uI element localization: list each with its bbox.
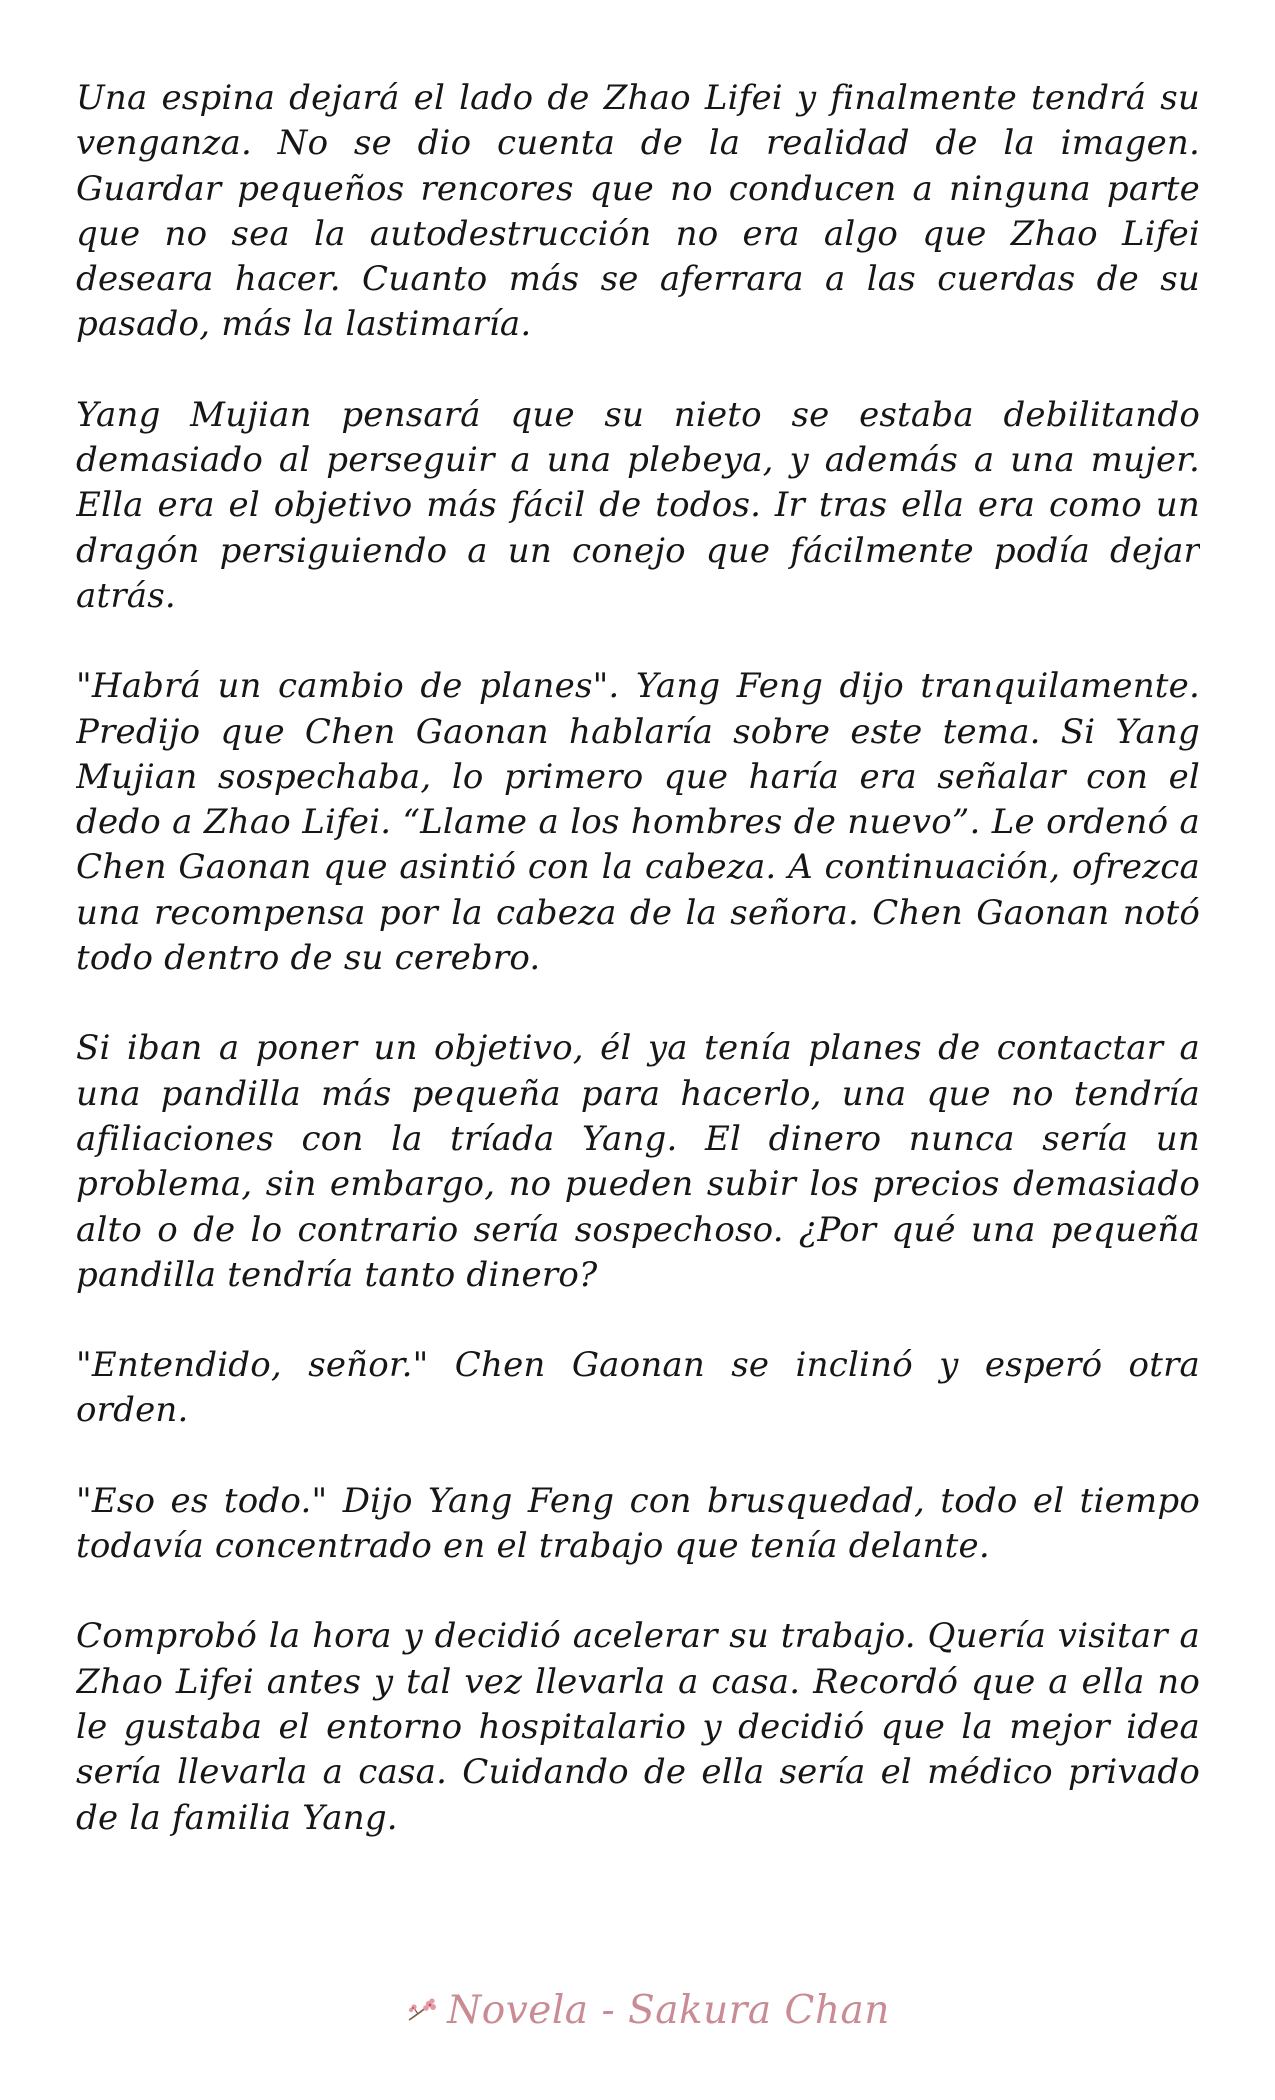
paragraph-6: "Eso es todo." Dijo Yang Feng con brusquedad, todo el tiempo todavía concentrado en el trabajo que tenía delante. — [76, 1480, 1200, 1567]
watermark-text: Novela - Sakura Chan — [447, 1988, 890, 2033]
paragraph-5: "Entendido, señor." Chen Gaonan se inclinó y esperó otra orden. — [76, 1345, 1200, 1431]
paragraph-7: Comprobó la hora y decidió acelerar su trabajo. Quería visitar a Zhao Lifei antes y tal vez llevarla a casa. Recordó que a ella no le gustaba el entorno hospitalario y decidió que la mejor idea sería llevarla a casa. Cuidando de ella sería el médico privado de la familia Yang. — [76, 1616, 1200, 1838]
document-body — [76, 76, 1200, 1976]
paragraph-4: Si iban a poner un objetivo, él ya tenía planes de contactar a una pandilla más pequeña para hacerlo, una que no tendría afiliaciones con la tríada Yang. El dinero nunca sería un problema, sin embargo, no pueden subir los precios demasiado alto o de lo contrario sería sospechoso. ¿Por qué una pequeña pandilla tendría tanto dinero? — [76, 1028, 1200, 1295]
watermark-group — [405, 1989, 890, 2033]
paragraph-1: Una espina dejará el lado de Zhao Lifei y finalmente tendrá su venganza. No se dio cuenta de la realidad de la imagen. Guardar pequeños rencores que no conducen a ninguna parte que no sea la autodestrucción no era algo que Zhao Lifei deseara hacer. Cuanto más se aferrara a las cuerdas de su pasado, más la lastimaría. — [76, 78, 1200, 345]
paragraph-2: Yang Mujian pensará que su nieto se estaba debilitando demasiado al perseguir a una plebeya, y además a una mujer. Ella era el objetivo más fácil de todos. Ir tras ella era como un dragón persiguiendo a un conejo que fácilmente podía dejar atrás. — [76, 394, 1200, 616]
paragraph-3: "Habrá un cambio de planes". Yang Feng dijo tranquilamente. Predijo que Chen Gaonan hablaría sobre este tema. Si Yang Mujian sospechaba, lo primero que haría era señalar con el dedo a Zhao Lifei. “Llame a los hombres de nuevo”. Le ordenó a Chen Gaonan que asintió con la cabeza. A continuación, ofrezca una recompensa por la cabeza de la señora. Chen Gaonan notó todo dentro de su cerebro. — [76, 666, 1200, 979]
sakura-flower-icon — [405, 1996, 439, 2026]
watermark — [0, 1985, 1275, 2037]
